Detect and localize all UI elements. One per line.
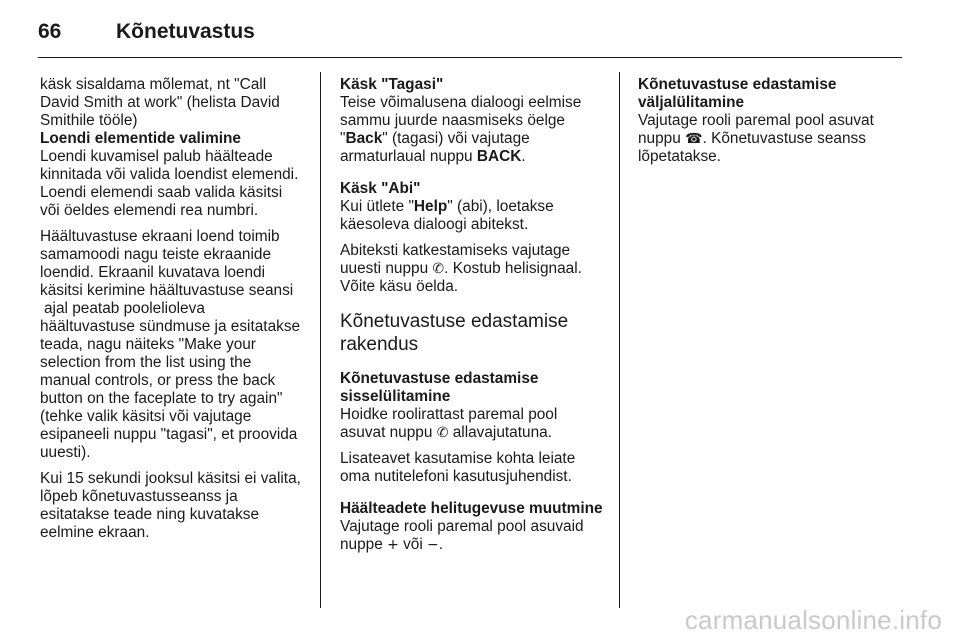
text: . bbox=[438, 536, 444, 553]
watermark: carmanualsonline.info bbox=[684, 605, 942, 635]
paragraph bbox=[340, 242, 604, 296]
column-1 bbox=[40, 76, 304, 542]
heading-back-command: Käsk "Tagasi" bbox=[340, 76, 444, 93]
text: " (tagasi) või vajutage armaturlaual nuppu bbox=[340, 130, 530, 165]
keyword: BACK bbox=[476, 148, 522, 165]
text: . bbox=[521, 148, 526, 165]
paragraph bbox=[340, 518, 604, 554]
text: Vajutage rooli paremal pool asuvat nuppu bbox=[638, 112, 874, 147]
text: ajal peatab poolelioleva bbox=[44, 300, 205, 317]
text: või bbox=[398, 536, 428, 553]
column-3 bbox=[638, 76, 902, 166]
header-rule bbox=[38, 57, 902, 58]
paragraph: Kui 15 sekundi jooksul käsitsi ei valita, lõpeb kõnetuvastusseanss ja esitatakse teade ning kuvatakse eelmine ekraan. bbox=[40, 470, 301, 541]
paragraph: Lisateavet kasutamise kohta leiate oma nutitelefoni kasutusjuhendist. bbox=[340, 450, 576, 485]
chapter-title: Kõnetuvastus bbox=[116, 20, 255, 43]
text: Vajutage rooli paremal pool asuvaid nuppe bbox=[340, 518, 584, 553]
text: Teise võimalusena dialoogi eelmise sammu juurde naasmiseks öelge " bbox=[340, 94, 582, 147]
hang-up-icon: ☎ bbox=[685, 131, 703, 147]
paragraph bbox=[638, 112, 902, 166]
voice-icon: ✆ bbox=[432, 261, 445, 277]
text: Hoidke roolirattast paremal pool asuvat nuppu bbox=[340, 406, 558, 441]
column-2 bbox=[340, 76, 604, 554]
paragraph: Loendi kuvamisel palub häälteade kinnitada või valida loendist elemendi. Loendi elemendi saab valida käsitsi või öeldes elemendi rea numbri. bbox=[40, 148, 299, 219]
voice-icon: ✆ bbox=[436, 425, 449, 441]
text: . Kostub helisignaal. Võite käsu öelda. bbox=[340, 260, 582, 295]
heading-help-command: Käsk "Abi" bbox=[340, 180, 421, 197]
heading-volume: Häälteadete helitugevuse muutmine bbox=[340, 500, 603, 517]
text: Häältuvastuse ekraani loend toimib samamoodi nagu teiste ekraanide loendid. Ekraanil kuvatava loendi käsitsi kerimine häältuvastuse seansi bbox=[40, 228, 294, 299]
page-number: 66 bbox=[38, 20, 62, 43]
heading-list-selection: Loendi elementide valimine bbox=[40, 130, 241, 147]
page-header bbox=[38, 18, 902, 58]
text: häältuvastuse sündmuse ja esitatakse teada, nagu näiteks "Make your selection from the list using the manual controls, or press the back button on the faceplate to try again" (tehke valik käsitsi või vajutage esipaneeli nuppu "tagasi", et proovida uuesti). bbox=[40, 318, 301, 461]
column-divider-2 bbox=[619, 72, 620, 608]
paragraph bbox=[340, 94, 604, 166]
keyword: Help bbox=[413, 198, 448, 215]
paragraph bbox=[40, 228, 304, 462]
minus-icon: − bbox=[427, 537, 439, 553]
text: allavajutatuna. bbox=[448, 424, 552, 441]
text: Abiteksti katkestamiseks vajutage uuesti nuppu bbox=[340, 242, 571, 277]
heading-transfer-on: Kõnetuvastuse edastamise sisselülitamine bbox=[340, 370, 539, 405]
paragraph bbox=[340, 198, 604, 234]
plus-icon: + bbox=[387, 537, 399, 553]
paragraph: käsk sisaldama mõlemat, nt "Call David Smith at work" (helista David Smithile tööle) bbox=[40, 76, 280, 129]
text: . Kõnetuvastuse seanss lõpetatakse. bbox=[638, 130, 866, 165]
column-divider-1 bbox=[320, 72, 321, 608]
text: " (abi), loetakse käesoleva dialoogi abitekst. bbox=[340, 198, 554, 233]
heading-transfer-application: Kõnetuvastuse edastamise rakendus bbox=[340, 311, 569, 355]
paragraph bbox=[340, 406, 604, 442]
heading-transfer-off: Kõnetuvastuse edastamise väljalülitamine bbox=[638, 76, 837, 111]
keyword: Back bbox=[345, 130, 383, 147]
text: Kui ütlete " bbox=[340, 198, 414, 215]
